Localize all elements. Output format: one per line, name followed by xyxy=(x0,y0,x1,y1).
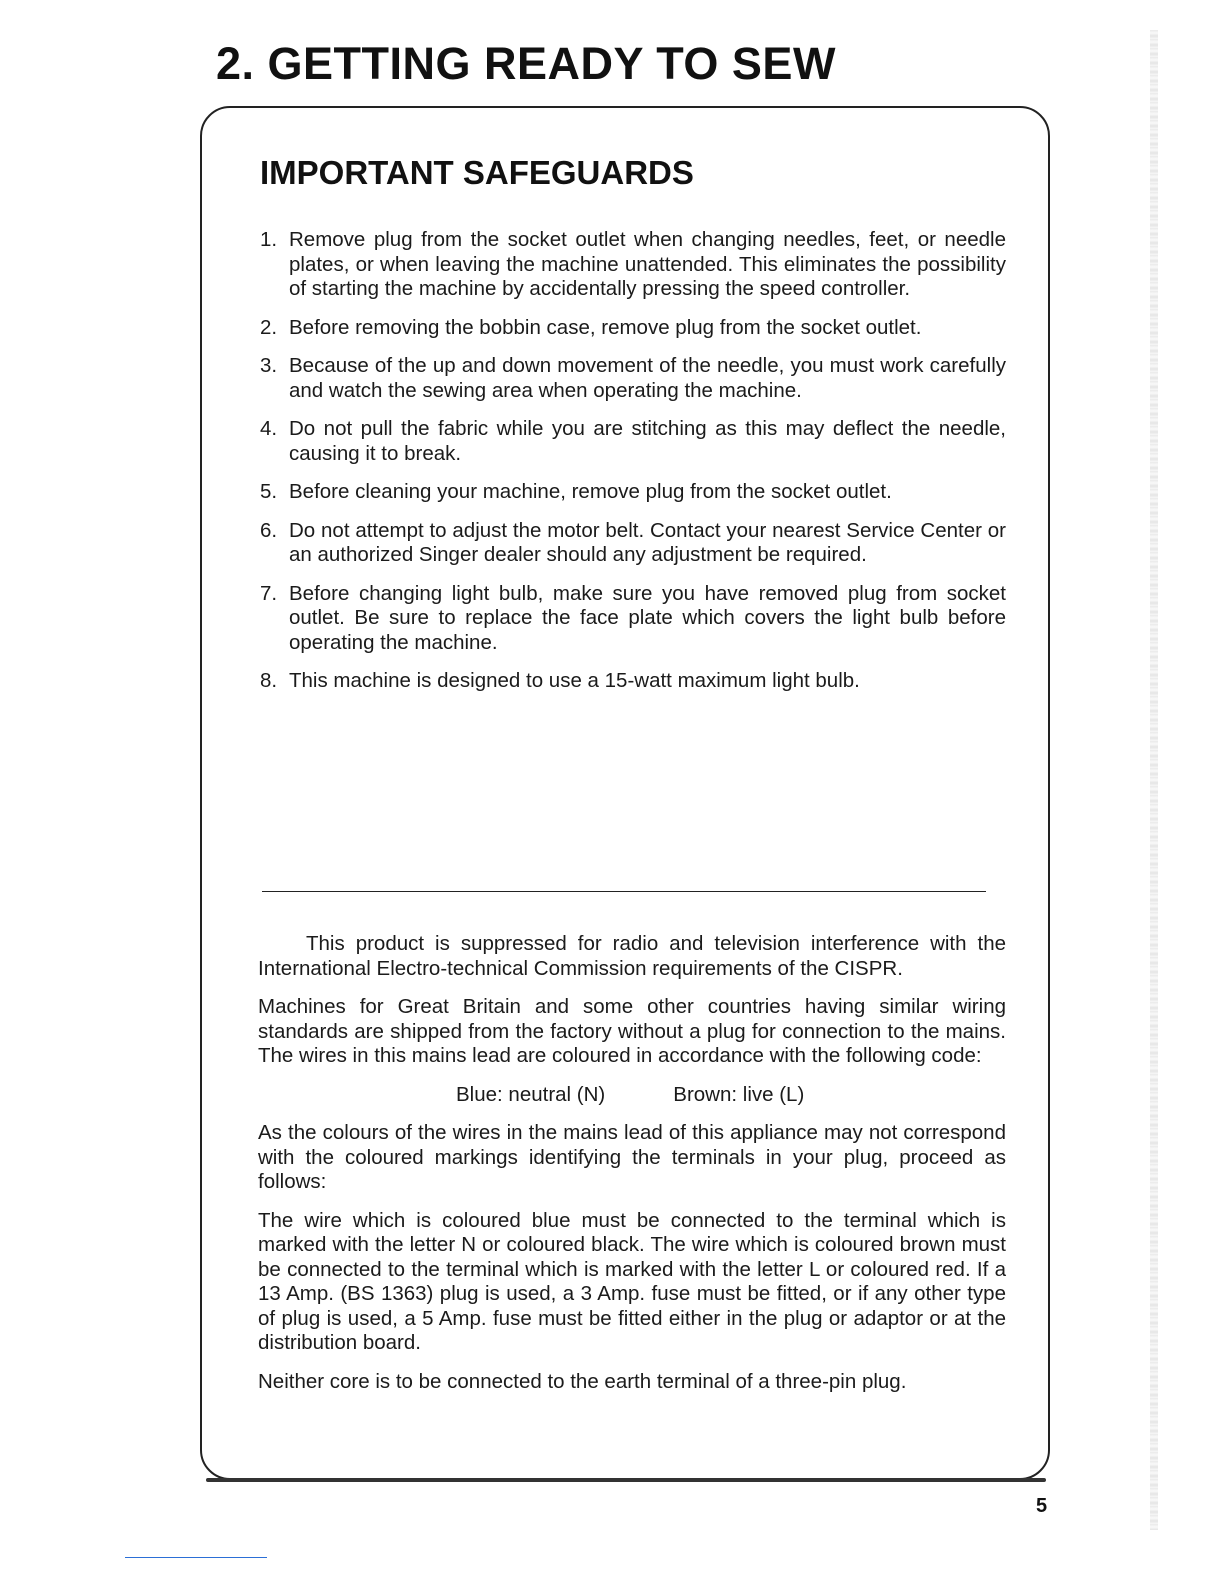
section-divider xyxy=(262,891,986,892)
list-item xyxy=(258,480,1006,505)
notice-paragraph-connection: The wire which is coloured blue must be connected to the terminal which is marked with the letter N or coloured black. The wire which is coloured brown must be connected to the terminal which is marked with the letter L or coloured red. If a 13 Amp. (BS 1363) plug is used, a 3 Amp. fuse must be fitted, or if any other type of plug is used, a 5 Amp. fuse must be fitted either in the plug or adaptor or at the distribution board. xyxy=(258,1208,1006,1354)
item-text: Before removing the bobbin case, remove plug from the socket outlet. xyxy=(289,315,922,339)
list-item xyxy=(258,316,1006,341)
list-item xyxy=(258,354,1006,403)
wiring-notice xyxy=(258,932,1006,1408)
item-text: Because of the up and down movement of the needle, you must work carefully and watch the sewing area when operating the machine. xyxy=(289,354,1006,402)
item-text: Before changing light bulb, make sure you have removed plug from socket outlet. Be sure to replace the face plate which covers the light bulb before operating the machine. xyxy=(289,581,1006,654)
list-item xyxy=(258,519,1006,568)
notice-paragraph-interference: This product is suppressed for radio and television interference with the International Electro-technical Commission requirements of the CISPR. xyxy=(258,932,1006,980)
list-item xyxy=(258,228,1006,302)
wire-code-brown: Brown: live (L) xyxy=(673,1082,805,1106)
item-text: Remove plug from the socket outlet when changing needles, feet, or needle plates, or when leaving the machine unattended. This eliminates the possibility of starting the machine by accidentally pressing the speed controller. xyxy=(289,228,1006,300)
notice-paragraph-colours: As the colours of the wires in the mains lead of this appliance may not correspond with the coloured markings identifying the terminals in your plug, proceed as follows: xyxy=(258,1121,1006,1193)
item-number: 8. xyxy=(260,669,278,692)
item-text: Do not attempt to adjust the motor belt. Contact your nearest Service Center or an authorized Singer dealer should any adjustment be required. xyxy=(289,518,1006,566)
wire-colour-code xyxy=(258,1083,1006,1108)
chapter-title: 2. GETTING READY TO SEW xyxy=(216,38,836,89)
section-title: IMPORTANT SAFEGUARDS xyxy=(260,154,694,191)
item-number: 4. xyxy=(260,417,278,440)
notice-paragraph-wiring: Machines for Great Britain and some other countries having similar wiring standards are shipped from the factory without a plug for connection to the mains. The wires in this mains lead are coloured in accordance with the following code: xyxy=(258,995,1006,1067)
bottom-rule xyxy=(125,1557,267,1558)
item-number: 5. xyxy=(260,480,278,503)
safeguards-list xyxy=(258,228,1006,708)
wire-code-blue: Blue: neutral (N) xyxy=(456,1082,606,1106)
item-text: This machine is designed to use a 15-watt maximum light bulb. xyxy=(289,669,860,692)
frame-bottom-edge xyxy=(206,1478,1046,1482)
item-text: Do not pull the fabric while you are stitching as this may deflect the needle, causing it to break. xyxy=(289,417,1006,465)
item-text: Before cleaning your machine, remove plug from the socket outlet. xyxy=(289,480,892,503)
item-number: 2. xyxy=(260,315,278,339)
list-item xyxy=(258,669,1006,694)
list-item xyxy=(258,582,1006,656)
item-number: 6. xyxy=(260,518,278,542)
notice-paragraph-earth: Neither core is to be connected to the earth terminal of a three-pin plug. xyxy=(258,1369,907,1393)
item-number: 7. xyxy=(260,581,278,605)
item-number: 3. xyxy=(260,354,278,377)
item-number: 1. xyxy=(260,228,278,251)
list-item xyxy=(258,417,1006,466)
page-number: 5 xyxy=(1036,1495,1048,1517)
scan-edge-artifact xyxy=(1150,30,1158,1530)
